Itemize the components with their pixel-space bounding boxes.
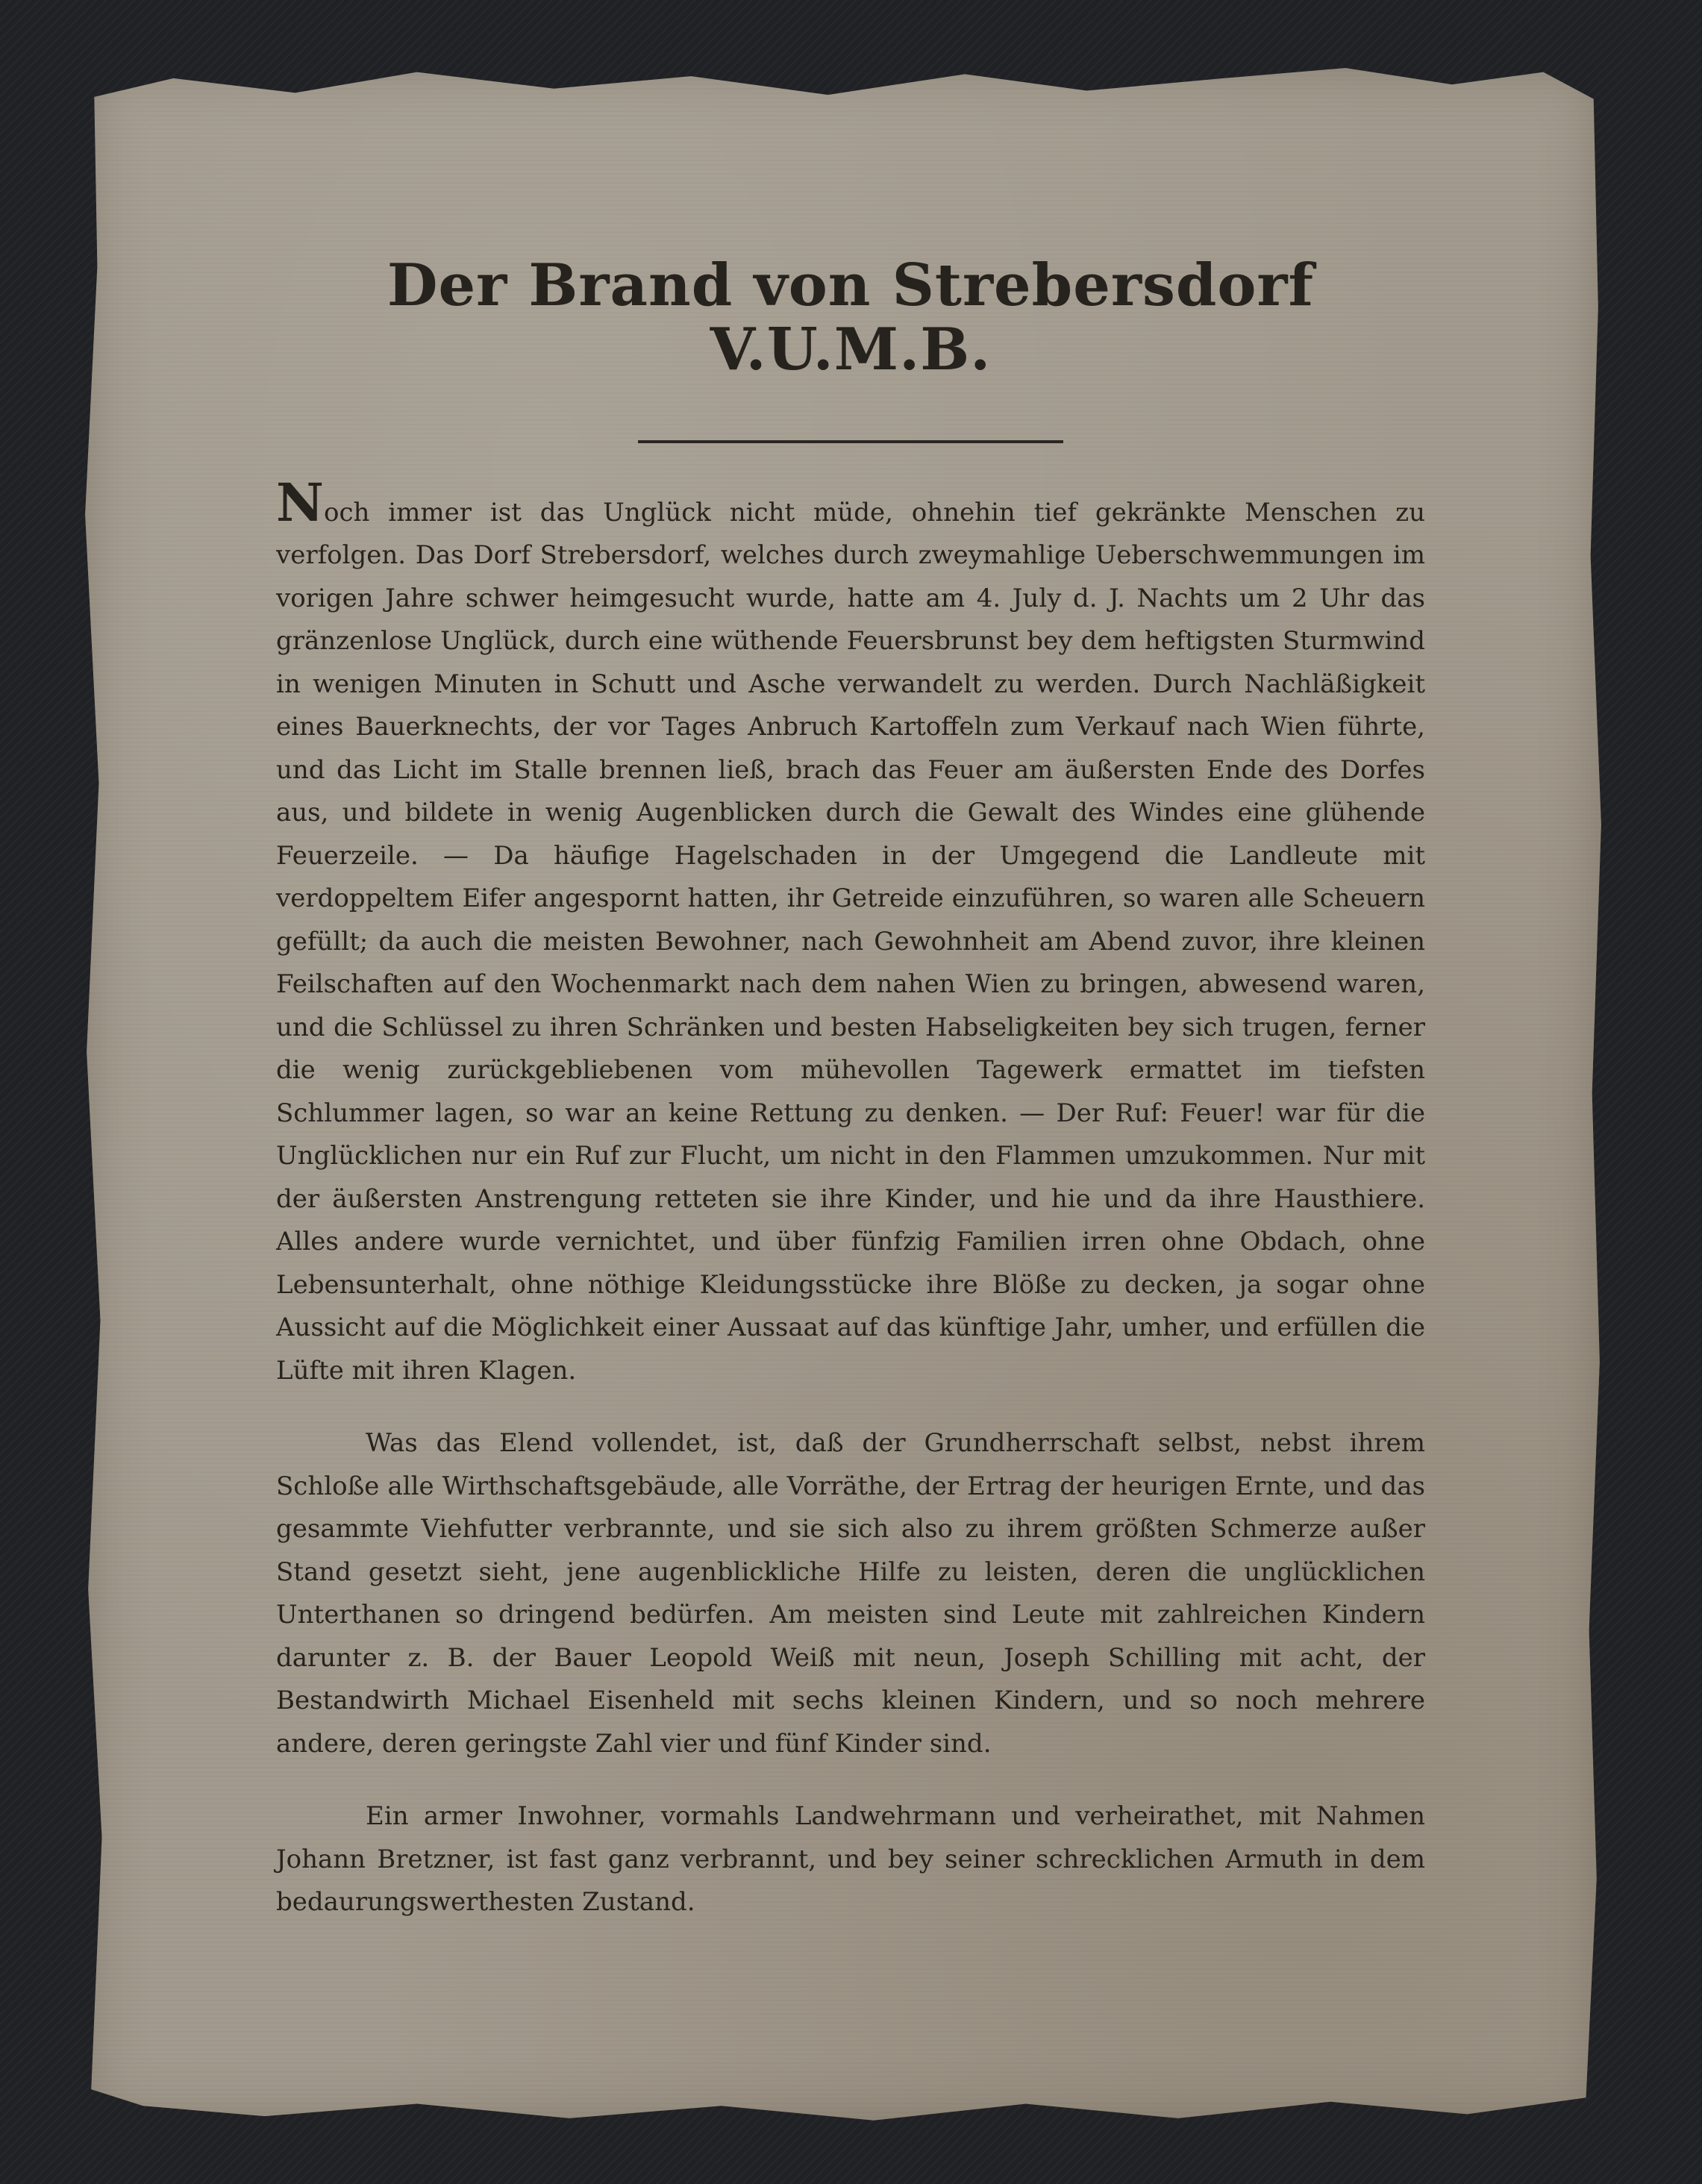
document-content [276, 251, 1425, 1924]
document-title: Der Brand von Strebersdorf V.U.M.B. [387, 251, 1315, 384]
paragraph-1 [276, 471, 1425, 1393]
drop-initial: N [276, 471, 324, 534]
paragraph-3: Ein armer Inwohner, vormahls Landwehrmann und verheirathet, mit Nahmen Johann Bretzner, ist fast ganz verbrannt, und bey seiner schrecklichen Armuth in dem bedaurungswerthesten Zustand. [276, 1801, 1425, 1918]
paragraph-1-text: och immer ist das Unglück nicht müde, ohnehin tief gekränkte Menschen zu verfolgen. Das Dorf Strebersdorf, welches durch zweymahlige Ueberschwemmungen im vorigen Jahre schwer heimgesucht wurde, hatte am 4. July d. J. Nachts um 2 Uhr das gränzenlose Unglück, durch eine wüthende Feuersbrunst bey dem heftigsten Sturmwind in wenigen Minuten in Schutt und Asche verwandelt zu werden. Durch Nachläßigkeit eines Bauerknechts, der vor Tages Anbruch Kartoffeln zum Verkauf nach Wien führte, und das Licht im Stalle brennen ließ, brach das Feuer am äußersten Ende des Dorfes aus, und bildete in wenig Augenblicken durch die Gewalt des Windes eine glühende Feuerzeile. — Da häufige Hagelschaden in der Umgegend die Landleute mit verdoppeltem Eifer angespornt hatten, ihr Getreide einzuführen, so waren alle Scheuern gefüllt; da auch die meisten Bewohner, nach Gewohnheit am Abend zuvor, ihre kleinen Feilschaften auf den Wochenmarkt nach dem nahen Wien zu bringen, abwesend waren, und die Schlüssel zu ihren Schränken und besten Habseligkeiten bey sich trugen, ferner die wenig zurückgebliebenen vom mühevollen Tagewerk ermattet im tiefsten Schlummer lagen, so war an keine Rettung zu denken. — Der Ruf: Feuer! war für die Unglücklichen nur ein Ruf zur Flucht, um nicht in den Flammen umzukommen. Nur mit der äußersten Anstrengung retteten sie ihre Kinder, und hie und da ihre Hausthiere. Alles andere wurde vernichtet, und über fünfzig Familien irren ohne Obdach, ohne Lebensunterhalt, ohne nöthige Kleidungsstücke ihre Blöße zu decken, ja sogar ohne Aussicht auf die Möglichkeit einer Aussaat auf das künftige Jahr, umher, und erfüllen die Lüfte mit ihren Klagen. [276, 497, 1425, 1386]
document-body [276, 471, 1425, 1924]
paragraph-2: Was das Elend vollendet, ist, daß der Grundherrschaft selbst, nebst ihrem Schloße alle Wirthschaftsgebäude, alle Vorräthe, der Ertrag der heurigen Ernte, und das gesammte Viehfutter verbrannte, und sie sich also zu ihrem größten Schmerze außer Stand gesetzt sieht, jene augenblickliche Hilfe zu leisten, deren die unglücklichen Unterthanen so dringend bedürfen. Am meisten sind Leute mit zahlreichen Kindern darunter z. B. der Bauer Leopold Weiß mit neun, Joseph Schilling mit acht, der Bestandwirth Michael Eisenheld mit sechs kleinen Kindern, und so noch mehrere andere, deren geringste Zahl vier und fünf Kinder sind. [276, 1428, 1425, 1759]
title-divider [638, 440, 1063, 443]
